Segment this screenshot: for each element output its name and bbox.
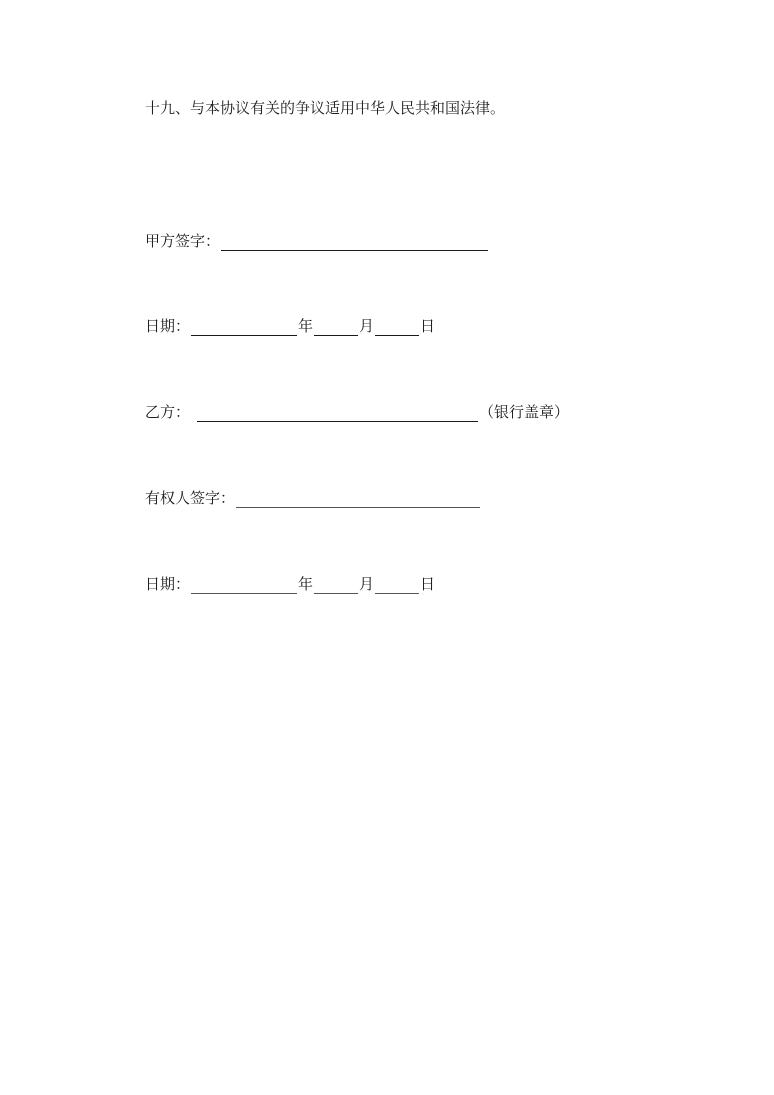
clause-19-text: 十九、与本协议有关的争议适用中华人民共和国法律。 [145,99,506,117]
authorized-signature-blank[interactable] [236,493,480,508]
date-label: 日期： [145,317,191,335]
date-label: 日期： [145,575,191,593]
party-a-signature-label: 甲方签字： [145,232,221,250]
authorized-signature-label: 有权人签字： [145,489,236,507]
party-a-signature-row [145,231,489,251]
month-blank[interactable] [314,321,358,336]
party-b-date-row [145,574,435,594]
month-blank[interactable] [314,579,358,594]
party-b-row [145,402,569,422]
day-blank[interactable] [375,579,419,594]
party-b-name-blank[interactable] [197,407,478,422]
clause-19 [145,98,505,118]
year-blank[interactable] [191,579,297,594]
day-label: 日 [420,317,436,335]
year-blank[interactable] [191,321,297,336]
seal-note: （银行盖章） [479,403,570,421]
year-label: 年 [298,317,314,335]
party-b-label: 乙方： [145,403,191,421]
day-blank[interactable] [375,321,419,336]
authorized-signature-row [145,488,481,508]
party-a-signature-blank[interactable] [221,236,488,251]
day-label: 日 [420,575,436,593]
year-label: 年 [298,575,314,593]
month-label: 月 [359,575,375,593]
party-a-date-row [145,316,435,336]
month-label: 月 [359,317,375,335]
